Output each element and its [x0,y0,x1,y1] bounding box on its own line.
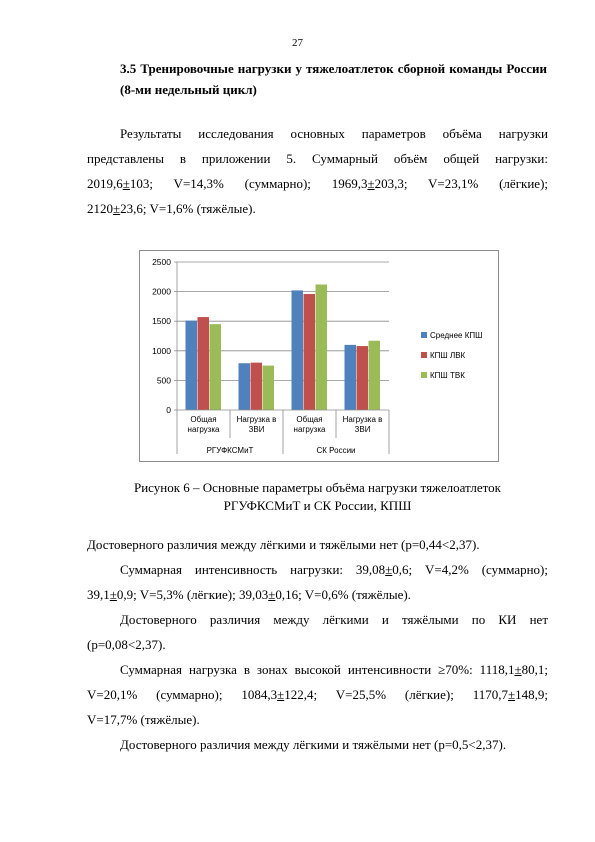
bar [186,321,198,410]
x-tick-label: ЗВИ [248,425,265,434]
bar [304,294,316,410]
bar [369,341,381,410]
x-tick-label: Нагрузка в [342,415,383,424]
bar [292,290,304,410]
group-label: РГУФКСМиТ [206,446,254,455]
page-number: 27 [292,37,303,49]
bar [316,284,328,410]
x-tick-label: ЗВИ [354,425,371,434]
text-line: 39,1±0,9; V=5,3% (лёгкие); 39,03±0,16; V=0,6% (тяжёлые). [87,587,411,602]
bar-chart [139,250,499,462]
y-tick-label: 1000 [152,345,171,356]
x-tick-label: Нагрузка в [236,415,277,424]
bar [357,346,369,410]
y-tick-label: 500 [156,375,171,386]
legend-swatch [421,332,427,338]
bar [251,363,263,410]
legend-swatch [421,352,427,358]
x-tick-label: нагрузка [293,425,326,434]
x-tick-label: Общая [190,415,217,424]
y-tick-label: 2000 [152,286,171,297]
text-line: 2120±23,6; V=1,6% (тяжёлые). [87,201,256,216]
legend-label: Среднее КПШ [430,331,483,340]
text-line: V=20,1% (суммарно); 1084,3±122,4; V=25,5% (лёгкие); 1170,7±148,9; [87,687,548,702]
bar [345,345,357,410]
text-line: Суммарная нагрузка в зонах высокой интенсивности ≥70%: 1118,1±80,1; [120,662,548,677]
caption-line-2: РГУФКСМиТ и СК России, КПШ [223,498,412,513]
x-tick-label: нагрузка [187,425,220,434]
text-line: Достоверного различия между лёгкими и тяжёлыми по КИ нет [120,612,548,627]
bar [263,366,275,410]
x-tick-label: Общая [296,415,323,424]
section-heading: 3.5 Тренировочные нагрузки у тяжелоатлеток сборной команды России (8-ми недельный цикл) [120,61,547,97]
y-tick-label: 2500 [152,257,171,267]
legend-swatch [421,372,427,378]
bar [210,324,222,410]
group-label: СК России [316,446,356,455]
paragraph: Достоверного различия между лёгкими и тяжёлыми нет (р=0,44<2,37). [87,537,480,552]
y-tick-label: 1500 [152,316,171,327]
text-line: (р=0,08<2,37). [87,637,166,652]
paragraph: Достоверного различия между лёгкими и тяжёлыми нет (р=0,5<2,37). [120,737,507,752]
text-line: V=17,7% (тяжёлые). [87,712,200,727]
text-line: представлены в приложении 5. Суммарный объём общей нагрузки: [87,151,548,166]
y-tick-label: 0 [166,405,171,415]
figure-caption [87,479,548,515]
bar [198,317,210,410]
bar [239,363,251,410]
legend-label: КПШ ЛВК [430,351,466,360]
text-line: Суммарная интенсивность нагрузки: 39,08±0,6; V=4,2% (суммарно); [120,562,548,577]
legend-label: КПШ ТВК [430,371,465,380]
text-line: Результаты исследования основных параметров объёма нагрузки [120,126,548,141]
text-line: 2019,6±103; V=14,3% (суммарно); 1969,3±203,3; V=23,1% (лёгкие); [87,176,549,191]
caption-line-1: Рисунок 6 – Основные параметры объёма нагрузки тяжелоатлеток [133,480,501,495]
